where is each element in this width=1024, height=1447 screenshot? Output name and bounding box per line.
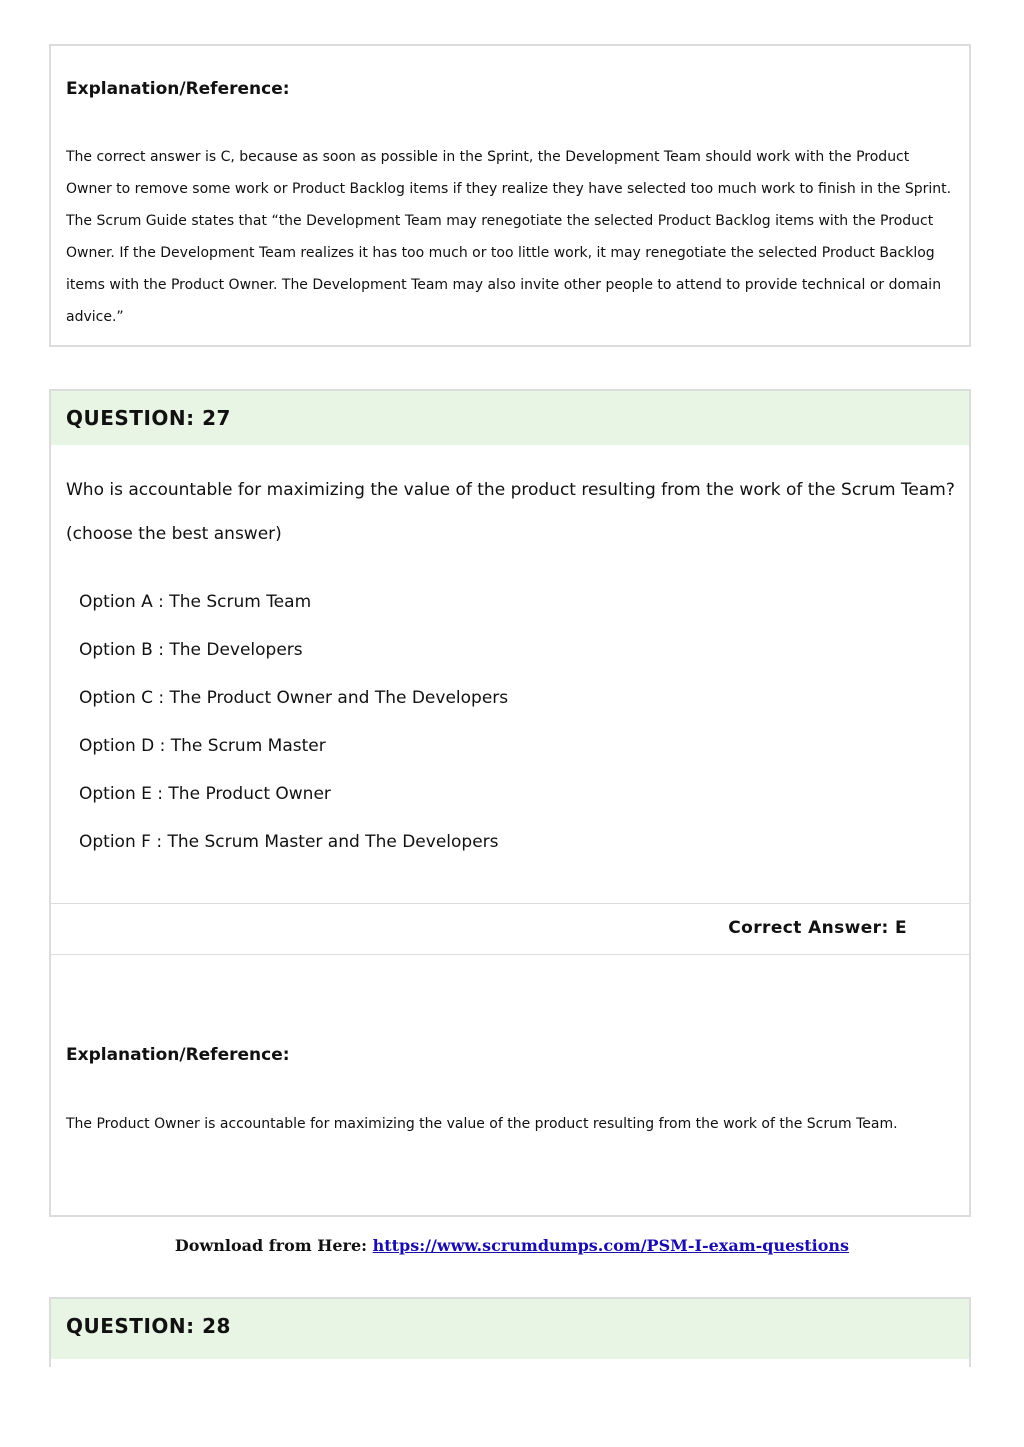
question-title: QUESTION: 27: [66, 406, 231, 430]
explanation-heading: Explanation/Reference:: [66, 1045, 290, 1065]
explanation-heading: Explanation/Reference:: [66, 79, 290, 99]
option-c: Option C : The Product Owner and The Developers: [79, 688, 509, 708]
question-text: Who is accountable for maximizing the value of the product resulting from the work of the Scrum Team?: [66, 480, 955, 500]
question-header: [51, 1299, 969, 1359]
option-d: Option D : The Scrum Master: [79, 736, 326, 756]
question-title: QUESTION: 28: [66, 1314, 231, 1338]
option-b: Option B : The Developers: [79, 640, 303, 660]
previous-explanation-box: [49, 44, 971, 347]
explanation-text: The correct answer is C, because as soon as possible in the Sprint, the Development Team should work with the Product Owner to remove some work or Product Backlog items if they realize they have selected too much work to finish in the Sprint. The Scrum Guide states that “the Development Team may renegotiate the selected Product Backlog items with the Product Owner. If the Development Team realizes it has too much or too little work, it may renegotiate the selected Product Backlog items with the Product Owner. The Development Team may also invite other people to attend to provide technical or domain advice.”: [66, 149, 952, 325]
divider: [51, 903, 969, 904]
correct-answer: Correct Answer: E: [728, 918, 907, 938]
question-28-box: [49, 1297, 971, 1367]
download-label: Download from Here:: [174, 1236, 373, 1255]
divider: [51, 954, 969, 955]
download-link[interactable]: https://www.scrumdumps.com/PSM-I-exam-questions: [372, 1236, 850, 1255]
option-a: Option A : The Scrum Team: [79, 592, 312, 612]
question-instruction: (choose the best answer): [66, 524, 282, 544]
question-header: [51, 391, 969, 445]
question-27-box: [49, 389, 971, 1217]
option-f: Option F : The Scrum Master and The Developers: [79, 832, 499, 852]
option-e: Option E : The Product Owner: [79, 784, 331, 804]
explanation-text: The Product Owner is accountable for maximizing the value of the product resulting from the work of the Scrum Team.: [66, 1116, 898, 1132]
download-line: [0, 1236, 1024, 1255]
